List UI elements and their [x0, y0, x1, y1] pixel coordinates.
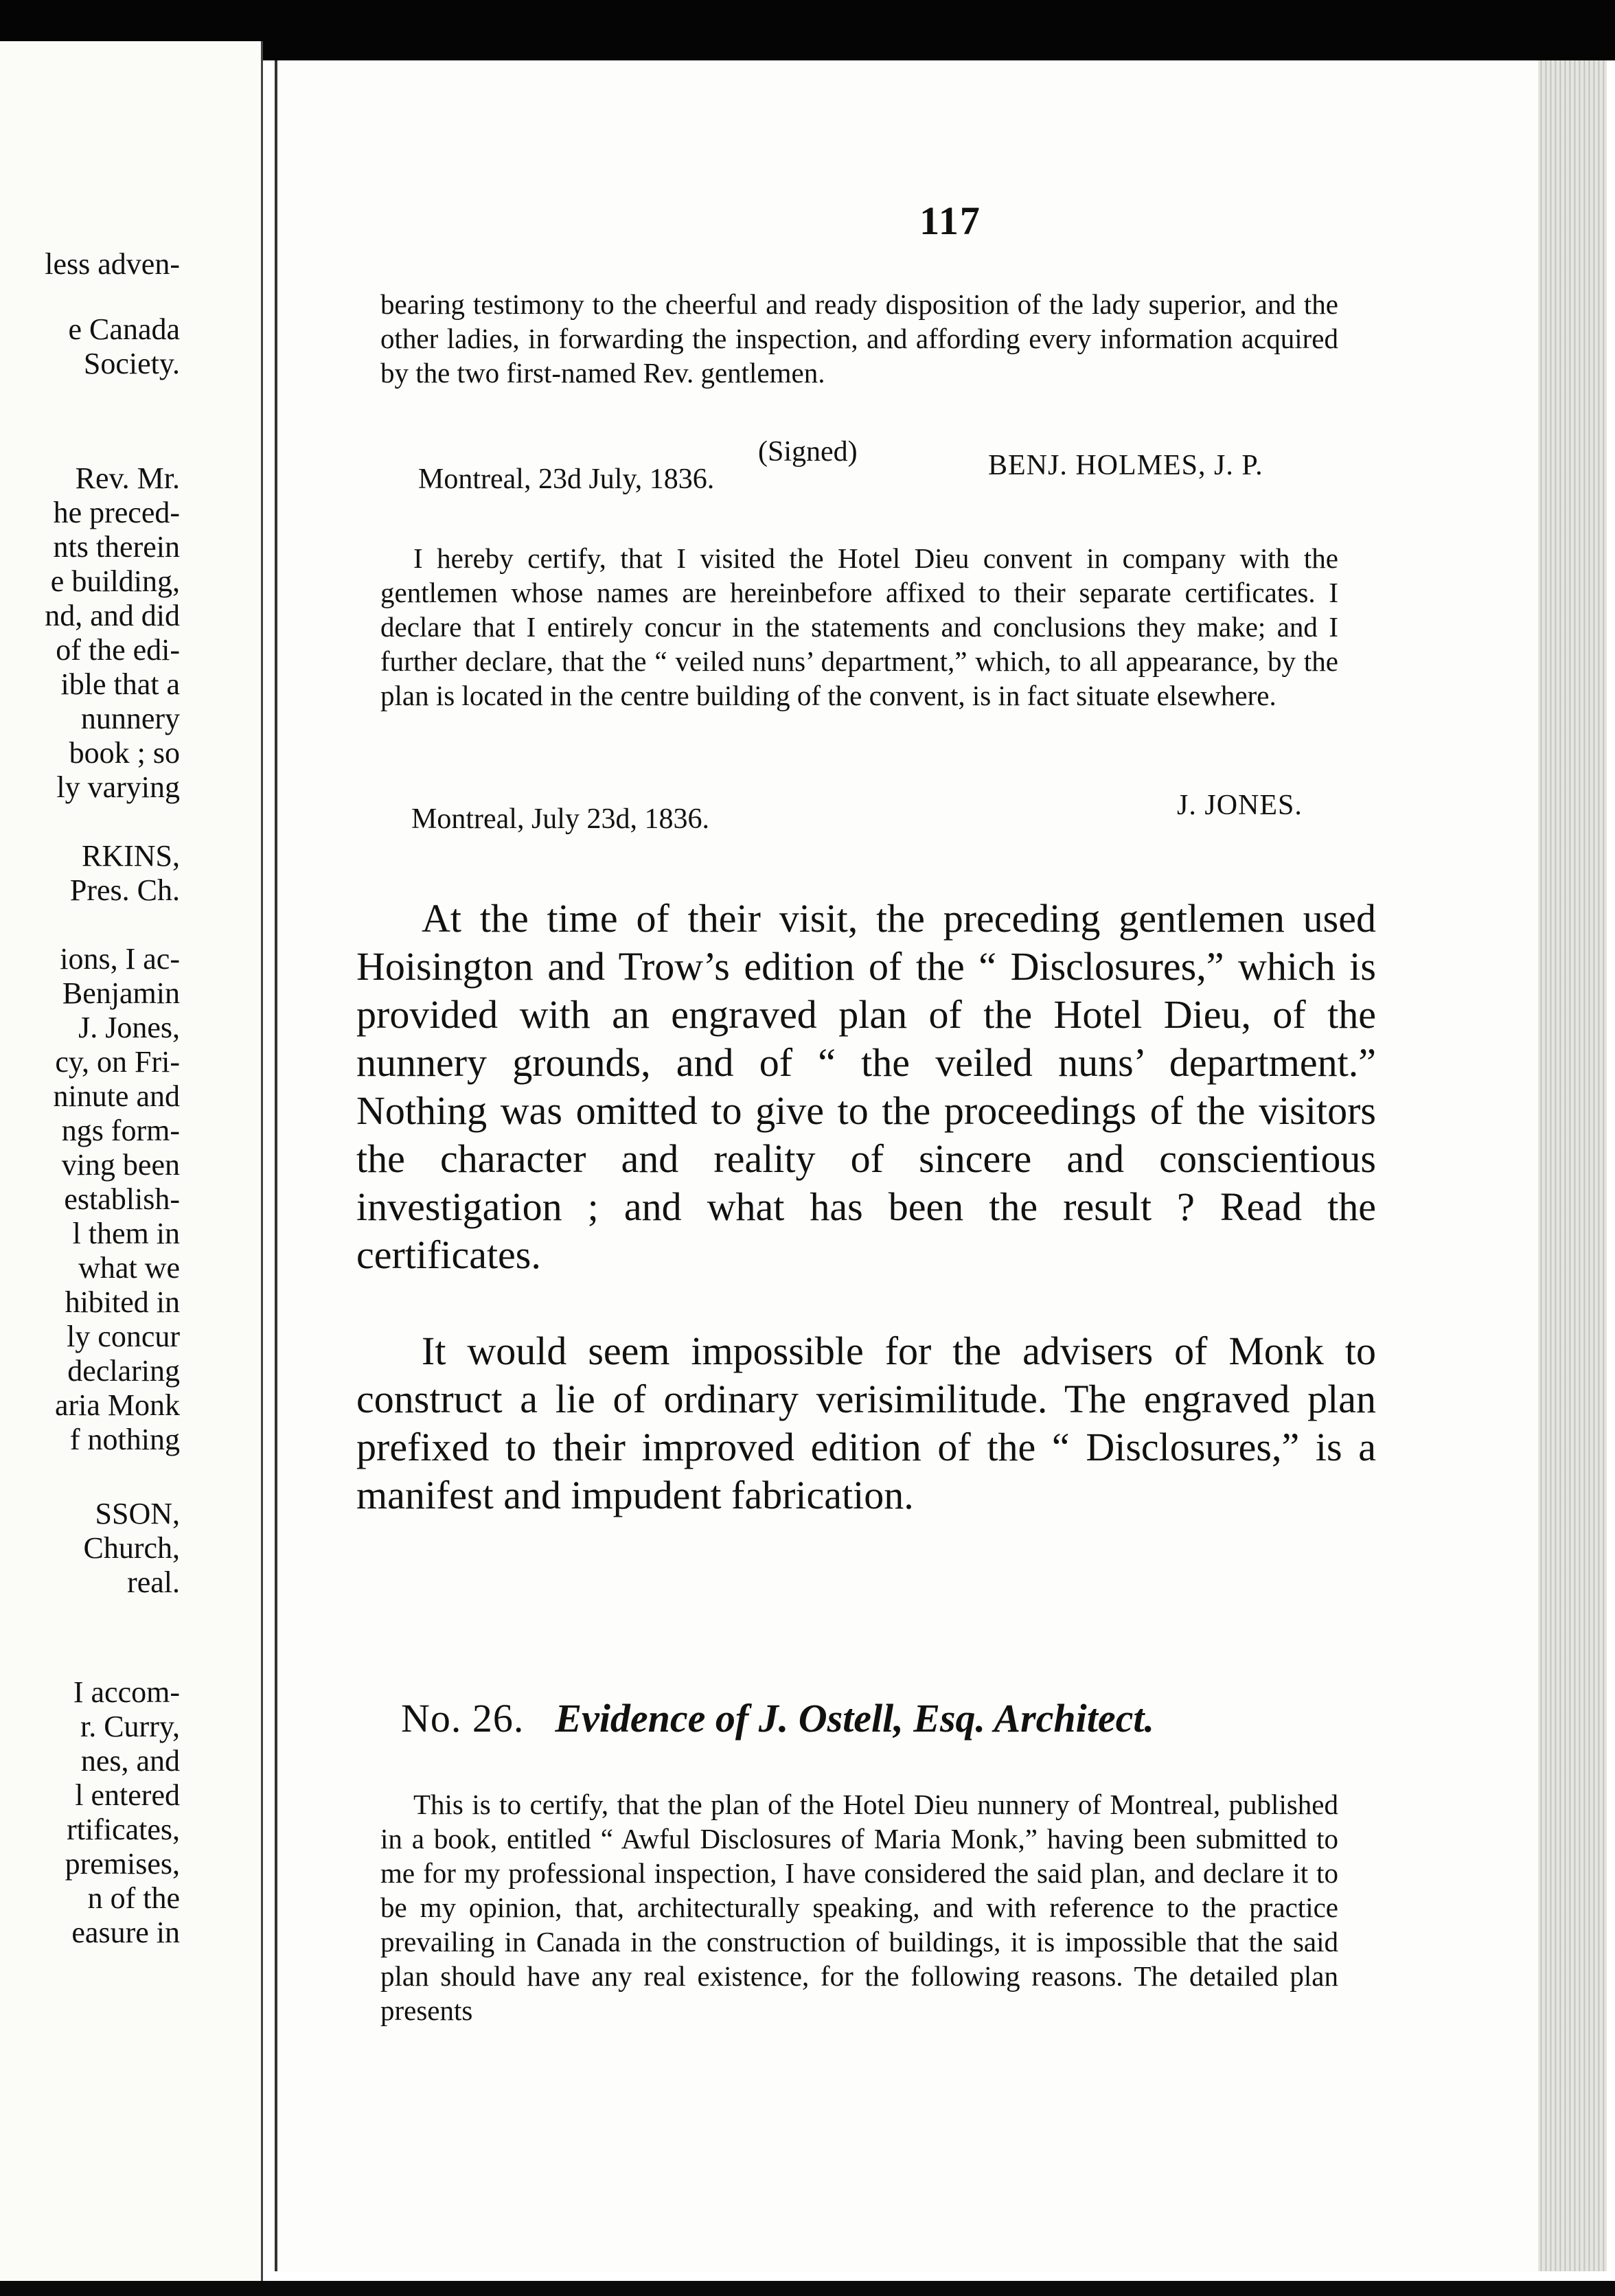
- signed-label: (Signed): [758, 436, 858, 468]
- paragraph-jones-certificate: I hereby certify, that I visited the Hotel Dieu convent in company with the gentlemen whose names are hereinbefore affixed to their separate certificates. I declare that I entirely concur in the statements and conclusions they make; and I further declare, that the “ veiled nuns’ department,” which, to all appearance, by the plan is located in the centre building of the convent, is in fact situate elsewhere.: [380, 542, 1338, 711]
- left-page-line: ible that a: [60, 667, 180, 701]
- left-page-line: aria Monk: [54, 1388, 180, 1422]
- section-heading: [401, 1695, 1154, 1743]
- left-page-line: nts therein: [53, 530, 180, 564]
- left-page-line: less adven-: [45, 247, 180, 281]
- left-page-line: J. Jones,: [78, 1011, 180, 1044]
- paragraph-testimony: bearing testimony to the cheerful and ready disposition of the lady superior, and the other ladies, in forwarding the inspection, and affording every information acquired by the two first-named Rev. gentlemen.: [380, 288, 1338, 389]
- scan-bottom-border: [0, 2281, 1615, 2296]
- paragraph-ostell-certificate: This is to certify, that the plan of the Hotel Dieu nunnery of Montreal, published in a book, entitled “ Awful Disclosures of Maria Monk,” having been submitted to me for my professional inspection, I have considered the said plan, and declare it to be my opinion, that, architecturally speaking, and with reference to the practice prevailing in Canada in the construction of buildings, it is impossible that the said plan should have any real existence, for the following reasons. The detailed plan presents: [380, 1789, 1338, 2026]
- left-page-line: ly varying: [56, 770, 180, 804]
- left-page-line: l them in: [72, 1217, 180, 1250]
- left-page-fragment: [0, 41, 263, 2286]
- signature-place-date: Montreal, 23d July, 1836.: [418, 463, 715, 495]
- page-number: 117: [919, 198, 981, 243]
- left-page-line: easure in: [71, 1916, 180, 1949]
- left-page-line: ions, I ac-: [60, 942, 180, 976]
- left-page-line: establish-: [64, 1182, 180, 1216]
- paragraph-visit-commentary: At the time of their visit, the preceding gentlemen used Hoisington and Trow’s edition of the “ Disclosures,” which is provided with an engraved plan of the Hotel Dieu, of the nunnery grounds, and of “ the veiled nuns’ department.” Nothing was omitted to give to the proceedings of the visitors the character and reality of sincere and conscientious investigation ; and what has been the result ? Read the certificates.: [356, 896, 1376, 1277]
- left-page-line: ngs form-: [61, 1114, 180, 1147]
- left-page-line: I accom-: [73, 1675, 180, 1709]
- left-page-line: premises,: [65, 1847, 180, 1881]
- left-page-line: Benjamin: [62, 976, 180, 1010]
- left-page-line: of the edi-: [56, 633, 180, 667]
- left-page-line: real.: [127, 1565, 180, 1599]
- left-page-line: Society.: [83, 347, 180, 380]
- signature-place-date: Montreal, July 23d, 1836.: [411, 803, 709, 835]
- left-page-line: Church,: [83, 1531, 180, 1565]
- left-page-line: ly concur: [67, 1320, 180, 1353]
- left-page-line: SSON,: [95, 1497, 180, 1530]
- left-page-line: declaring: [67, 1354, 180, 1388]
- left-page-line: l entered: [75, 1778, 180, 1812]
- left-page-line: r. Curry,: [80, 1710, 180, 1743]
- left-page-line: e Canada: [68, 312, 180, 346]
- left-page-line: what we: [78, 1251, 180, 1285]
- left-page-line: nes, and: [80, 1744, 180, 1778]
- signature-name: BENJ. HOLMES, J. P.: [988, 450, 1263, 481]
- left-page-line: n of the: [87, 1881, 180, 1915]
- left-page-line: hibited in: [65, 1285, 180, 1319]
- page-edge-stack: [1538, 60, 1607, 2271]
- left-page-line: RKINS,: [81, 839, 180, 873]
- left-page-line: nd, and did: [45, 599, 180, 632]
- paragraph-fabrication: It would seem impossible for the advisers of Monk to construct a lie of ordinary verisimilitude. The engraved plan prefixed to their improved edition of the “ Disclosures,” is a manifest and impudent fabrication.: [356, 1329, 1376, 1517]
- left-page-line: Pres. Ch.: [69, 873, 180, 907]
- left-page-line: rtificates,: [67, 1813, 180, 1846]
- left-page-line: book ; so: [69, 736, 180, 770]
- left-page-line: he preced-: [53, 496, 180, 529]
- section-number: No. 26.: [401, 1696, 525, 1741]
- left-page-line: cy, on Fri-: [55, 1045, 180, 1079]
- left-page-line: ninute and: [53, 1079, 180, 1113]
- left-page-line: Rev. Mr.: [75, 461, 180, 495]
- section-title: Evidence of J. Ostell, Esq. Architect.: [555, 1696, 1154, 1741]
- left-page-line: e building,: [50, 564, 180, 598]
- left-page-line: f nothing: [69, 1423, 180, 1456]
- left-page-line: nunnery: [80, 702, 180, 735]
- signature-name: J. JONES.: [1177, 790, 1303, 821]
- left-page-line: ving been: [61, 1148, 180, 1182]
- right-page: [275, 60, 1603, 2271]
